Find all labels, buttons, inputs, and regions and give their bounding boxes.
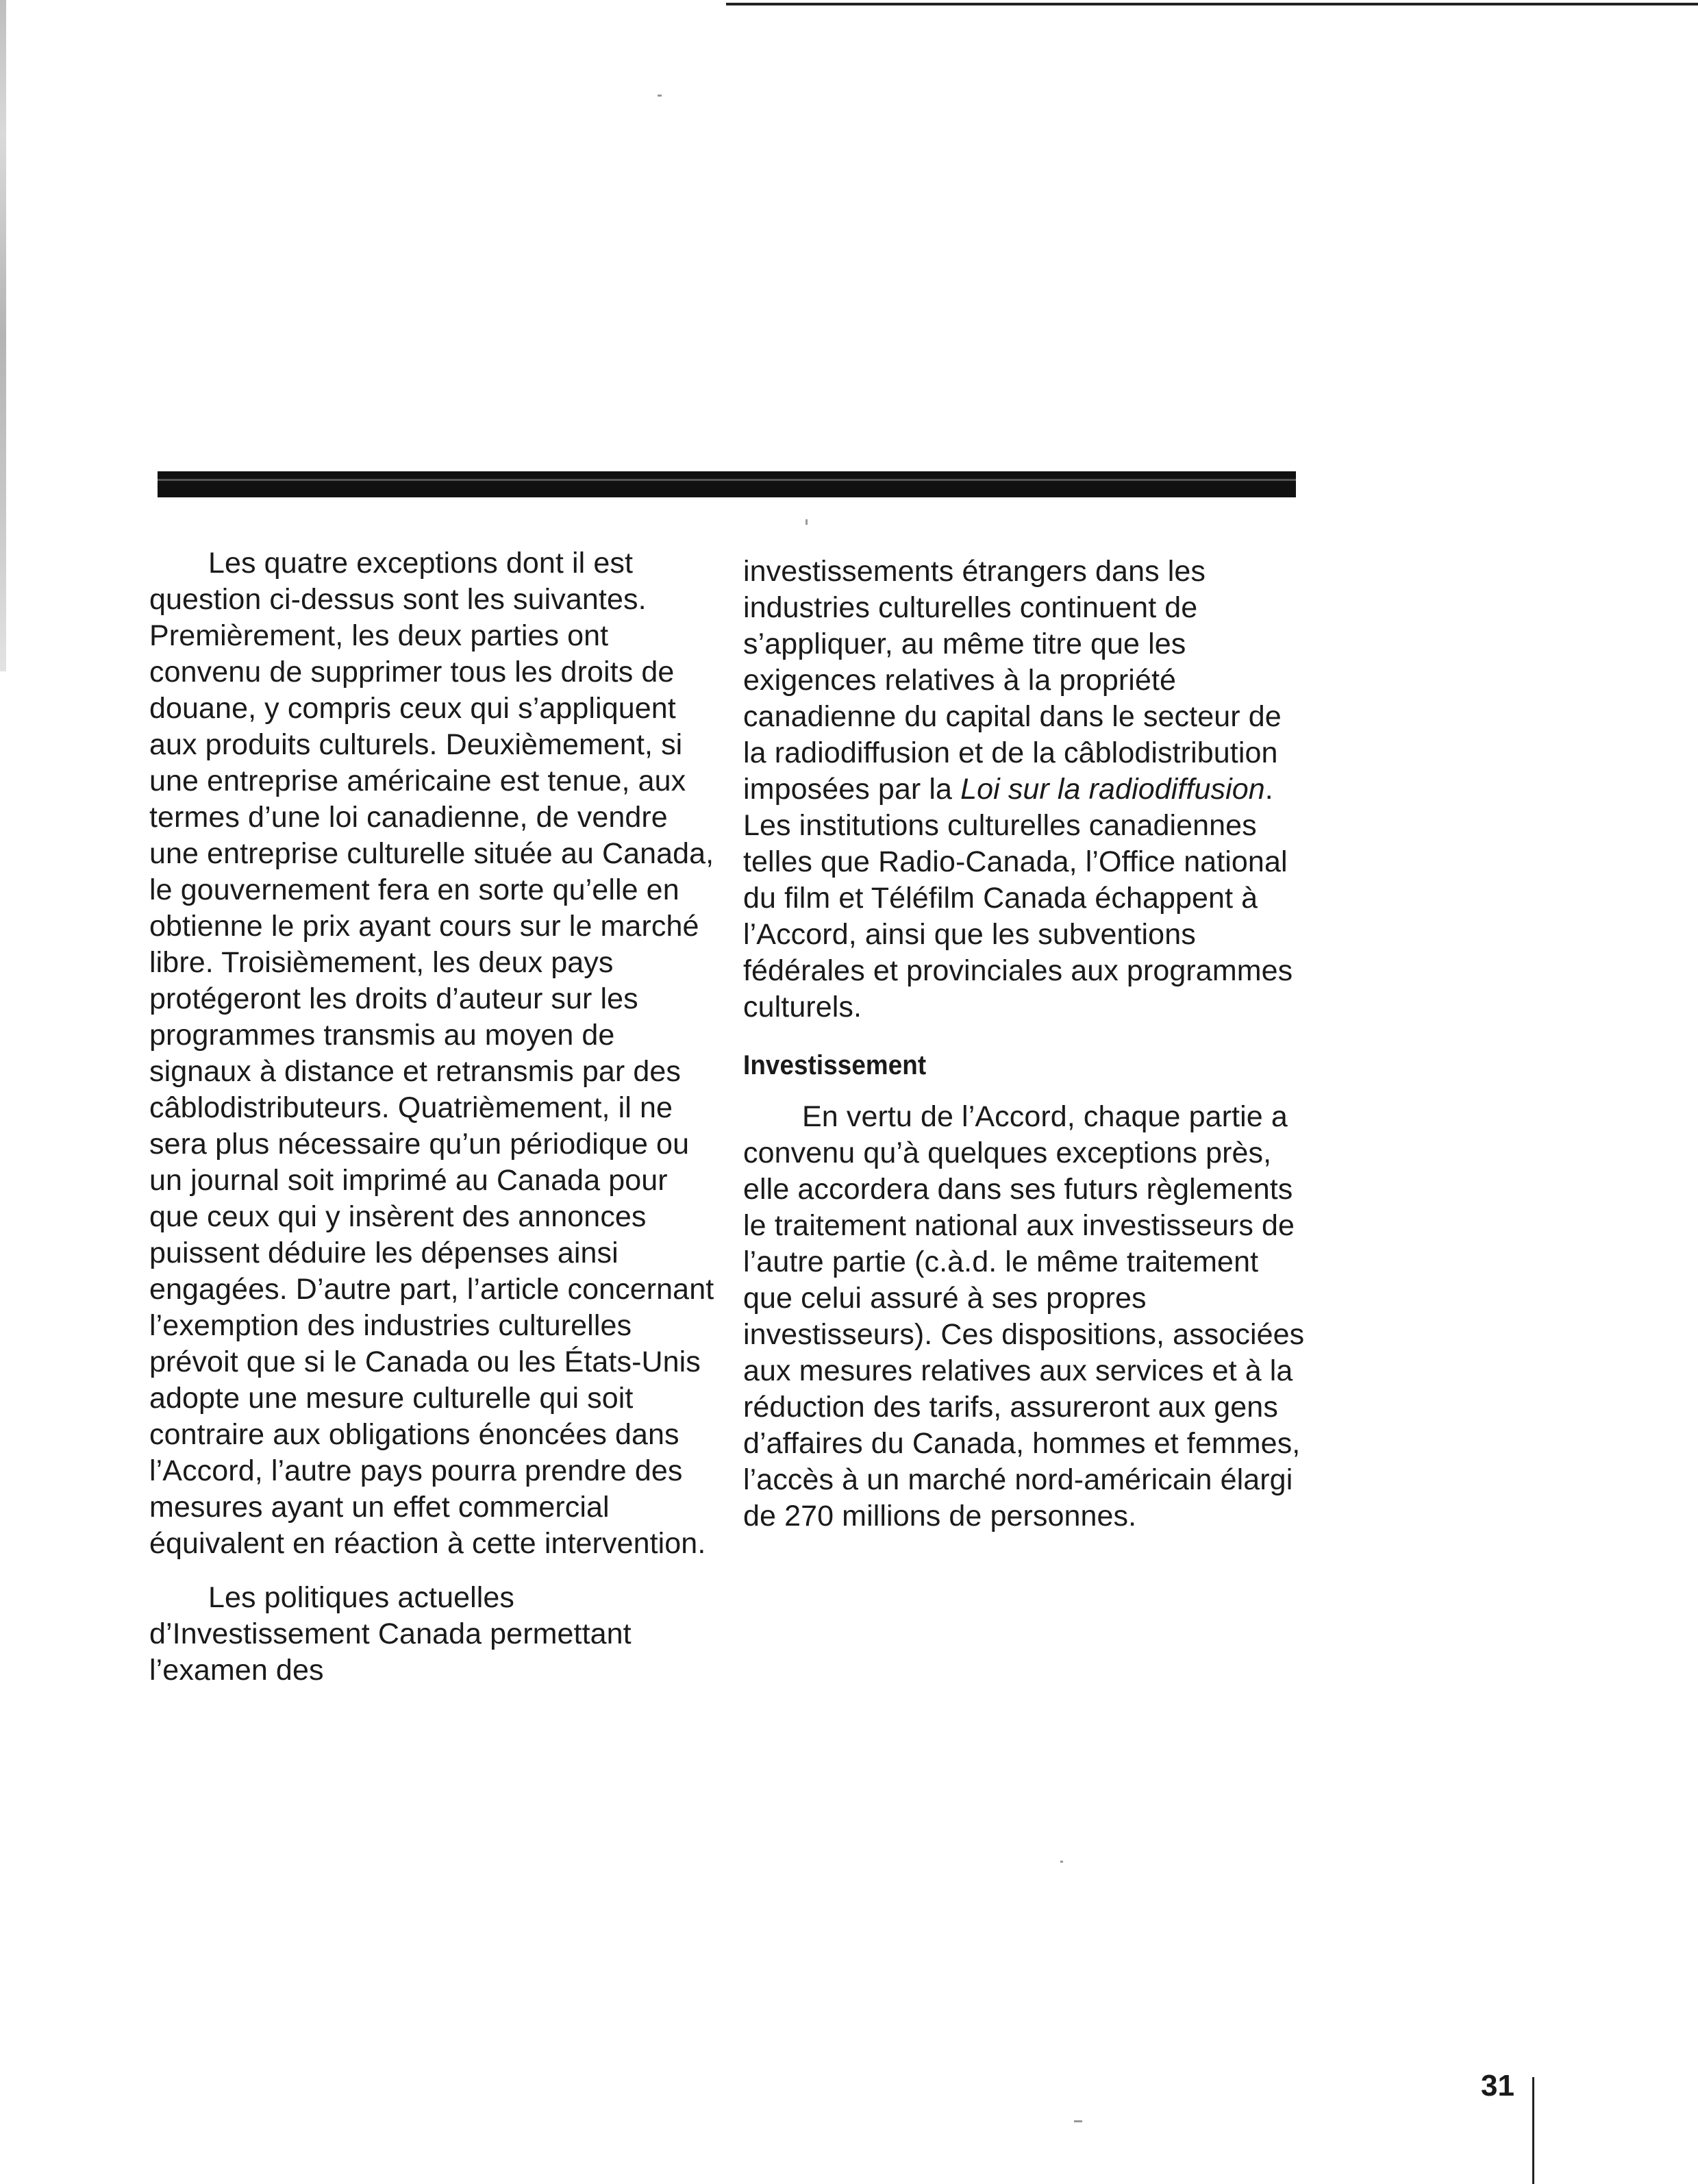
section-heading: Investissement (743, 1050, 927, 1080)
body-paragraph: Les quatre exceptions dont il est question ci-dessus sont les suivantes. Premièrement, les deux parties ont convenu de supprimer tous les droits de douane, y compris ceux qui s’appliquent aux produits culturels. Deuxièmement, si une entreprise américaine est tenue, aux termes d’une loi canadienne, de vendre une entreprise culturelle située au Canada, le gouvernement fera en sorte qu’elle en obtienne le prix ayant cours sur le marché libre. Troisièmement, les deux pays protégeront les droits d’auteur sur les programmes transmis au moyen de signaux à distance et retransmis par des câblodistributeurs. Quatrièmement, il ne sera plus nécessaire qu’un périodique ou un journal soit imprimé au Canada pour que ceux qui y insèrent des annonces puissent déduire les dépenses ainsi engagées. D’autre part, l’article concernant l’exemption des industries culturelles prévoit que si le Canada ou les États-Unis adopte une mesure culturelle qui soit contraire aux obligations énoncées dans l’Accord, l’autre pays pourra prendre des mesures ayant un effet commercial équivalent en réaction à cette intervention. (149, 547, 714, 1560)
gutter-rule (1532, 2077, 1534, 2184)
left-text-column (149, 545, 718, 1689)
scan-speck (1060, 1861, 1063, 1863)
body-paragraph: Les politiques actuelles d’Investissement Canada permettant l’examen des (149, 1581, 632, 1687)
body-paragraph-continued (743, 554, 1305, 1026)
body-paragraph: En vertu de l’Accord, chaque partie a convenu qu’à quelques exceptions près, elle accordera dans ses futurs règlements le traitement national aux investisseurs de l’autre partie (c.à.d. le même traitement que celui assuré à ses propres investisseurs). Ces dispositions, associées aux mesures relatives aux services et à la réduction des tarifs, assureront aux gens d’affaires du Canada, hommes et femmes, l’accès à un marché nord-américain élargi de 270 millions de personnes. (743, 1100, 1305, 1532)
law-title-italic: Loi sur la radiodiffusion (960, 773, 1265, 806)
body-text: . Les institutions culturelles canadiennes telles que Radio-Canada, l’Office national du film et Téléfilm Canada échappent à l’Accord, ainsi que les subventions fédérales et provinciales aux programmes culturels. (743, 773, 1293, 1023)
paragraph-gap (149, 1562, 718, 1580)
scan-left-edge (0, 0, 6, 671)
body-text: investissements étrangers dans les industries culturelles continuent de s’appliquer, au même titre que les exigences relatives à la propriété canadienne du capital dans le secteur de la radiodiffusion et de la câblodistribution imposées par la (743, 555, 1282, 806)
top-border-rule (726, 3, 1698, 5)
scan-speck (1074, 2120, 1082, 2122)
right-text-column (743, 554, 1305, 1535)
section-divider-rule (158, 471, 1296, 497)
scan-speck (658, 95, 662, 97)
page-number: 31 (1481, 2069, 1514, 2102)
scan-speck (806, 519, 808, 525)
